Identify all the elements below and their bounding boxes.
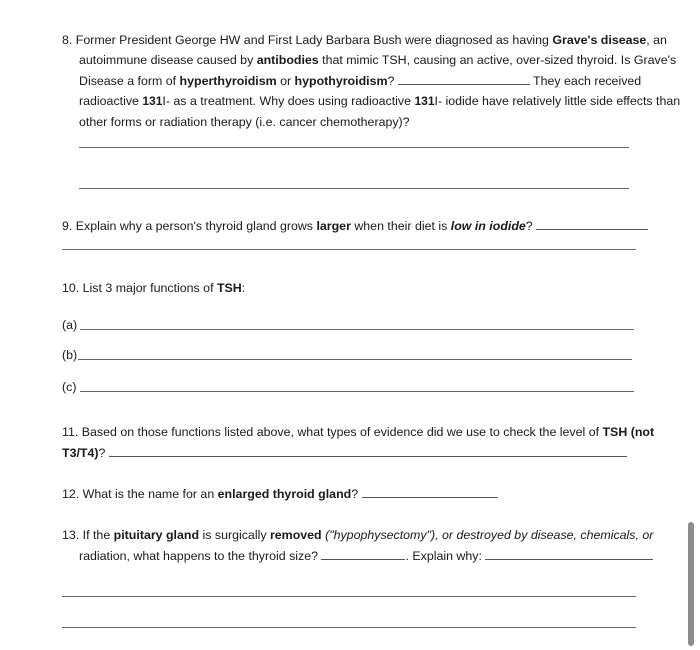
q12-text: 12. What is the name for an bbox=[62, 487, 218, 501]
q8-isotope-131: 131 bbox=[142, 94, 163, 108]
q8-text: other forms or radiation therapy (i.e. cancer chemotherapy)? bbox=[79, 115, 410, 129]
q8-text: Former President George HW and First Lady Barbara Bush were diagnosed as having bbox=[75, 33, 553, 47]
q13-answer-blank-1[interactable] bbox=[321, 547, 405, 560]
q10-text: 10. List 3 major functions of bbox=[62, 281, 217, 295]
q11-term-tsh: TSH (not bbox=[602, 425, 655, 439]
q12-text: ? bbox=[351, 487, 362, 501]
q8-text: They each received bbox=[529, 74, 642, 88]
q9-text: 9. Explain why a person's thyroid gland grows bbox=[62, 219, 317, 233]
q13-text: is surgically bbox=[199, 528, 270, 542]
q8-text: autoimmune disease caused by bbox=[79, 53, 257, 67]
q8-text: radioactive bbox=[79, 94, 143, 108]
q11-text: ? bbox=[98, 446, 109, 460]
q10-answer-line-a[interactable] bbox=[80, 329, 634, 330]
q10-item-b bbox=[62, 347, 77, 363]
q9-answer-line[interactable] bbox=[62, 249, 636, 250]
q9-term-larger: larger bbox=[316, 219, 351, 233]
q8-answer-blank-1[interactable] bbox=[398, 72, 530, 85]
q8-text: that mimic TSH, causing an active, over-sized thyroid. Is Grave's bbox=[318, 53, 677, 67]
q13-answer-blank-2[interactable] bbox=[485, 547, 653, 560]
q8-text: or bbox=[276, 74, 295, 88]
q8-line-4 bbox=[79, 93, 680, 109]
q10-answer-line-c[interactable] bbox=[80, 391, 634, 392]
q10-item-label: (b) bbox=[62, 348, 78, 362]
q8-answer-line-2[interactable] bbox=[79, 188, 629, 189]
q12-line bbox=[62, 485, 498, 502]
q8-line-3 bbox=[79, 72, 641, 89]
q10-item-a bbox=[62, 317, 77, 333]
q10-item-c bbox=[62, 379, 76, 395]
q11-line-2 bbox=[62, 444, 627, 461]
q9-line bbox=[62, 217, 648, 234]
q11-term-t3t4: T3/T4) bbox=[62, 446, 99, 460]
q10-item-label: (c) bbox=[62, 380, 77, 394]
q8-line-1 bbox=[62, 32, 667, 48]
q8-answer-line-1[interactable] bbox=[79, 147, 629, 148]
q9-text: when their diet is bbox=[350, 219, 451, 233]
q8-text: Disease a form of bbox=[79, 74, 180, 88]
q8-text: I- as a treatment. Why does using radioactive bbox=[162, 94, 415, 108]
q12-answer-blank[interactable] bbox=[362, 485, 498, 498]
q8-term-hypo: hypothyroidism bbox=[294, 74, 388, 88]
q10-line bbox=[62, 280, 245, 296]
scrollbar-thumb[interactable] bbox=[688, 522, 694, 646]
q13-answer-line-2[interactable] bbox=[62, 627, 636, 628]
q11-answer-blank[interactable] bbox=[109, 444, 627, 457]
q13-text: 13. If the bbox=[62, 528, 114, 542]
q10-answer-line-b[interactable] bbox=[78, 359, 632, 360]
q13-line-1 bbox=[62, 527, 653, 543]
q8-text: ? bbox=[387, 74, 398, 88]
q13-text: radiation, what happens to the thyroid size? bbox=[79, 549, 322, 563]
q8-text: I- iodide have relatively little side effects than bbox=[434, 94, 681, 108]
q11-line-1 bbox=[62, 424, 654, 440]
q13-term-removed: removed bbox=[269, 528, 322, 542]
q8-term-hyper: hyperthyroidism bbox=[179, 74, 277, 88]
q10-term-tsh: TSH bbox=[216, 281, 242, 295]
q8-number: 8. bbox=[62, 33, 73, 47]
q13-text-italic: ("hypophysectomy"), or destroyed by disease, chemicals, or bbox=[321, 528, 654, 542]
q8-isotope-131: 131 bbox=[414, 94, 435, 108]
q9-text: ? bbox=[525, 219, 537, 233]
q13-text: . Explain why: bbox=[405, 549, 486, 563]
q8-term-antibodies: antibodies bbox=[256, 53, 319, 67]
q8-line-5 bbox=[79, 114, 410, 130]
q8-text: , an bbox=[646, 33, 667, 47]
q8-line-2 bbox=[79, 52, 676, 68]
q8-term-graves: Grave's disease bbox=[552, 33, 647, 47]
q11-text: 11. Based on those functions listed above, what types of evidence did we use to check the level of bbox=[62, 425, 603, 439]
q9-answer-blank[interactable] bbox=[536, 217, 648, 230]
q13-line-2 bbox=[79, 547, 653, 564]
q13-term-pituitary: pituitary gland bbox=[113, 528, 200, 542]
q13-answer-line-1[interactable] bbox=[62, 596, 636, 597]
q12-term-enlarged: enlarged thyroid gland bbox=[217, 487, 352, 501]
q9-term-low-iodide: low in iodide bbox=[450, 219, 526, 233]
q10-item-label: (a) bbox=[62, 318, 78, 332]
q10-text: : bbox=[241, 281, 246, 295]
